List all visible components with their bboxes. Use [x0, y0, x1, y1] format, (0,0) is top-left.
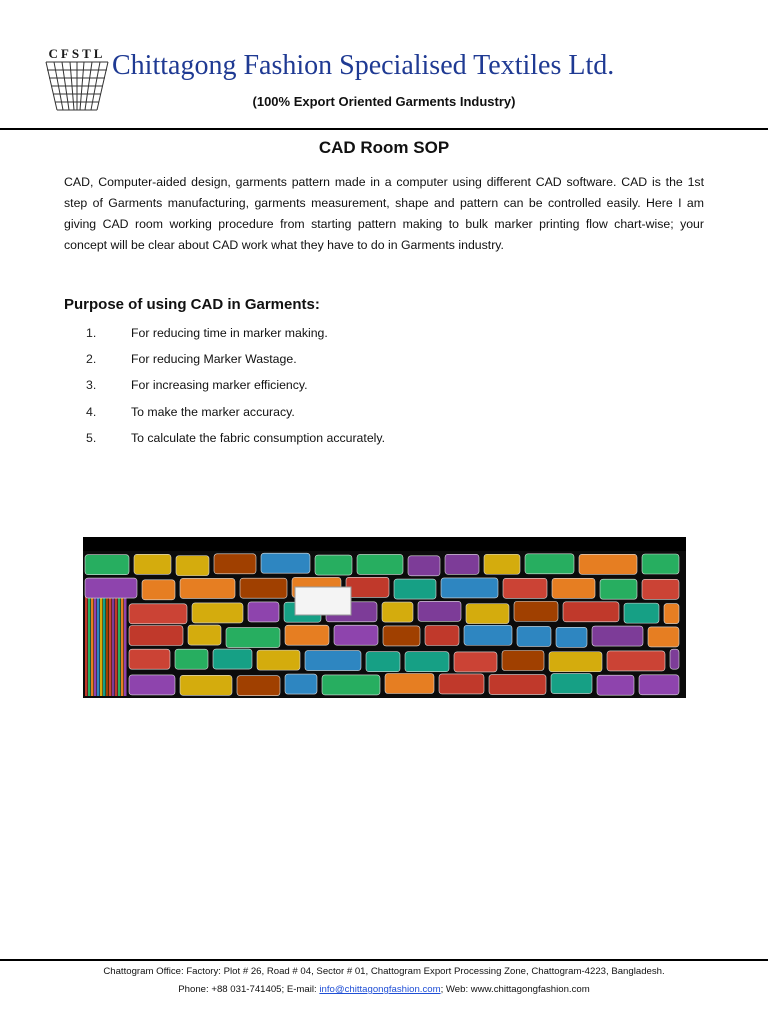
marker-piece: [517, 626, 551, 646]
marker-piece: [642, 554, 679, 574]
marker-piece: [484, 554, 520, 574]
marker-piece: [346, 577, 389, 597]
marker-strip: [85, 593, 88, 696]
list-number: 5.: [86, 430, 97, 445]
footer-contact: [0, 984, 768, 995]
marker-piece: [639, 675, 679, 695]
marker-strip: [118, 593, 121, 696]
footer-address: Chattogram Office: Factory: Plot # 26, Road # 04, Sector # 01, Chattogram Export Processing Zone, Chattogram-4223, Bangladesh.: [103, 966, 665, 977]
marker-piece: [600, 579, 637, 599]
marker-piece: [385, 674, 434, 694]
header-divider: [0, 128, 768, 130]
marker-piece: [664, 604, 679, 624]
marker-strip: [106, 593, 109, 696]
list-number: 2.: [86, 352, 97, 367]
marker-piece: [129, 675, 175, 695]
footer-web: ; Web: www.chittagongfashion.com: [440, 984, 590, 995]
purpose-list: [86, 326, 385, 457]
marker-piece: [383, 626, 420, 646]
marker-piece: [441, 578, 498, 598]
company-name: Chittagong Fashion Specialised Textiles Ltd.: [112, 50, 615, 81]
marker-piece: [129, 649, 170, 669]
list-text: For reducing time in marker making.: [131, 326, 328, 340]
letterhead: [0, 0, 768, 130]
list-text: For reducing Marker Wastage.: [131, 352, 297, 367]
marker-piece: [180, 675, 232, 695]
marker-strip: [97, 593, 100, 696]
marker-piece: [551, 674, 592, 694]
marker-piece: [85, 555, 129, 575]
marker-piece: [489, 675, 546, 695]
marker-piece: [607, 651, 665, 671]
marker-piece: [315, 555, 352, 575]
logo-text: CFSTL: [48, 46, 106, 61]
list-number: 1.: [86, 326, 97, 340]
marker-piece: [503, 578, 547, 598]
marker-strip: [124, 593, 127, 696]
marker-strip: [109, 593, 112, 696]
list-item: [86, 326, 385, 352]
list-text: To make the marker accuracy.: [131, 404, 295, 419]
marker-piece: [176, 556, 209, 576]
marker-piece: [305, 651, 361, 671]
marker-piece: [466, 604, 509, 624]
marker-piece: [237, 676, 280, 696]
list-item: [86, 378, 385, 404]
marker-strip: [88, 593, 91, 696]
marker-piece-white: [295, 587, 351, 615]
marker-piece: [514, 601, 558, 621]
marker-piece: [642, 579, 679, 599]
marker-strip: [100, 593, 103, 696]
marker-piece: [257, 650, 300, 670]
marker-piece: [213, 649, 252, 669]
list-item: [86, 352, 385, 378]
marker-piece: [285, 625, 329, 645]
marker-piece: [85, 578, 137, 598]
marker-piece: [240, 578, 287, 598]
marker-piece: [192, 603, 243, 623]
marker-piece: [226, 628, 280, 648]
marker-piece: [248, 602, 279, 622]
marker-piece: [592, 626, 643, 646]
marker-piece: [418, 601, 461, 621]
marker-piece: [445, 554, 479, 574]
marker-piece: [408, 556, 440, 576]
marker-piece: [261, 553, 310, 573]
marker-piece: [549, 652, 602, 672]
marker-piece: [142, 580, 175, 600]
marker-strip: [112, 593, 115, 696]
marker-piece: [439, 674, 484, 694]
marker-piece: [134, 554, 171, 574]
intro-paragraph: CAD, Computer-aided design, garments pattern made in a computer using different CAD software. CAD is the 1st step of Garments manufacturing, garments measurement, shape and pattern can be controlled easily. Here I am giving CAD room working procedure from starting pattern making to bulk marker printing flow chart-wise; your concept will be clear about CAD work what they have to do in Garments industry.: [64, 175, 704, 252]
marker-piece: [405, 652, 449, 672]
marker-piece: [502, 650, 544, 670]
marker-piece: [129, 604, 187, 624]
marker-piece: [525, 554, 574, 574]
marker-piece: [394, 579, 436, 599]
marker-piece: [285, 674, 317, 694]
marker-strip: [94, 593, 97, 696]
marker-strip: [115, 593, 118, 696]
marker-piece: [366, 652, 400, 672]
marker-piece: [425, 625, 459, 645]
marker-piece: [464, 625, 512, 645]
list-number: 4.: [86, 404, 97, 419]
company-tagline: (100% Export Oriented Garments Industry): [252, 94, 516, 109]
marker-piece: [648, 627, 679, 647]
list-item: [86, 431, 385, 457]
list-number: 3.: [86, 378, 97, 393]
document-title: CAD Room SOP: [318, 138, 450, 157]
marker-piece: [579, 554, 637, 574]
list-text: For increasing marker efficiency.: [131, 378, 308, 393]
list-item: [86, 405, 385, 431]
marker-piece: [188, 625, 221, 645]
footer-divider: [0, 959, 768, 961]
marker-piece: [670, 649, 679, 669]
marker-piece: [454, 652, 497, 672]
marker-piece: [624, 603, 659, 623]
marker-piece: [556, 627, 587, 647]
marker-piece: [334, 625, 378, 645]
marker-strip: [103, 593, 106, 696]
email-link[interactable]: info@chittagongfashion.com: [319, 984, 441, 995]
marker-piece: [597, 675, 634, 695]
marker-piece: [382, 602, 413, 622]
marker-piece: [563, 602, 619, 622]
marker-piece: [322, 675, 380, 695]
marker-piece: [129, 626, 183, 646]
footer-phone: Phone: +88 031-741405; E-mail:: [178, 984, 320, 995]
marker-piece: [214, 554, 256, 574]
list-text: To calculate the fabric consumption accurately.: [131, 430, 386, 445]
purpose-heading: Purpose of using CAD in Garments:: [64, 296, 320, 313]
marker-piece: [552, 578, 595, 598]
marker-piece: [357, 554, 403, 574]
marker-piece: [180, 578, 235, 598]
marker-piece: [175, 649, 208, 669]
marker-strip: [121, 593, 124, 696]
cad-marker-image: [83, 537, 686, 698]
marker-strip: [91, 593, 94, 696]
